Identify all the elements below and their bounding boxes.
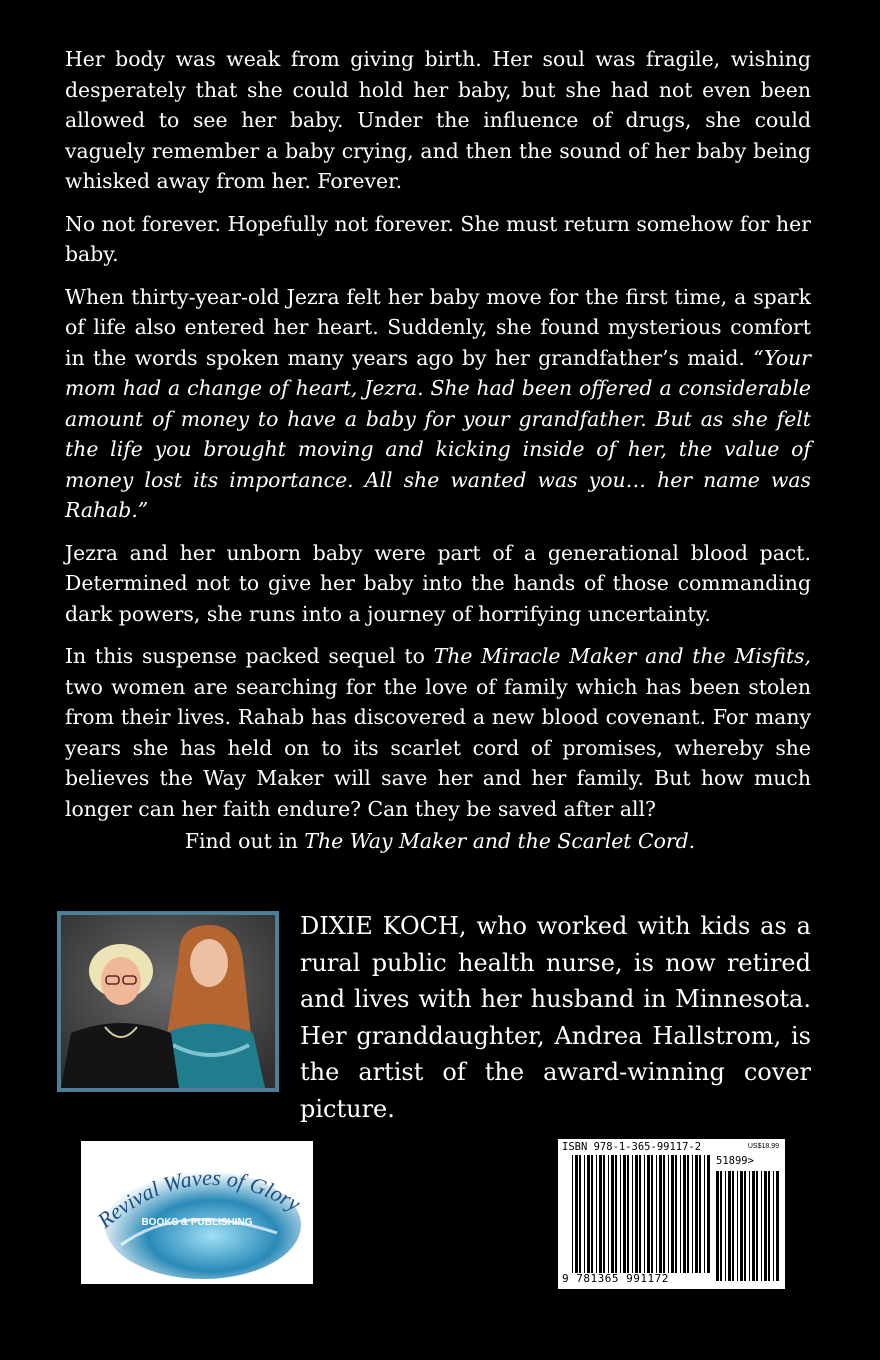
barcode-bar	[615, 1155, 617, 1273]
barcode-bar	[720, 1171, 722, 1281]
blurb-paragraph-5	[65, 641, 811, 824]
barcode-bar	[596, 1155, 597, 1273]
barcode-bar	[647, 1155, 650, 1273]
publisher-logo-graphic	[81, 1141, 313, 1284]
barcode-bar	[644, 1155, 645, 1273]
barcode-bar	[716, 1171, 719, 1281]
barcode-bar	[603, 1155, 605, 1273]
barcode-bar	[764, 1171, 767, 1281]
barcode-bar	[683, 1155, 686, 1273]
barcode-bar	[707, 1155, 710, 1273]
barcode-bar	[584, 1155, 585, 1273]
blurb-paragraph-4: Jezra and her unborn baby were part of a generational blood pact. Determined not to give her baby into the hands of those commanding dark powers, she runs into a journey of horrifying uncertainty.	[65, 540, 811, 626]
blurb-paragraph-1: Her body was weak from giving birth. Her soul was fragile, wishing desperately that she could hold her baby, but she had not even been allowed to see her baby. Under the influence of drugs, she could vaguely remember a baby crying, and then the sound of her baby being whisked away from her. Forever.	[65, 47, 811, 193]
publisher-name: Revival Waves of Glory	[92, 1164, 305, 1233]
maid-quote: “Your mom had a change of heart, Jezra. She had been offered a considerable amount of money to have a baby for your grandfather. But as she felt the life you brought moving and kicking inside of her, the value of money lost its importance. All she wanted was you… her name was Rahab.”	[65, 345, 811, 522]
find-out-line	[0, 826, 880, 856]
barcode-bar	[575, 1155, 578, 1273]
barcode-bar	[744, 1171, 746, 1281]
barcode-bar	[737, 1171, 738, 1281]
publisher-subtitle: BOOKS & PUBLISHING	[141, 1217, 253, 1228]
barcode-bar	[620, 1155, 621, 1273]
barcode-bar	[699, 1155, 701, 1273]
barcode-bar	[761, 1171, 762, 1281]
barcode-bar	[687, 1155, 689, 1273]
book-title: The Way Maker and the Scarlet Cord.	[304, 829, 696, 853]
barcode-bars	[558, 1139, 785, 1289]
barcode-bar	[692, 1155, 693, 1273]
prequel-title: The Miracle Maker and the Misfits,	[433, 644, 811, 668]
barcode-bar	[635, 1155, 638, 1273]
barcode-bar	[659, 1155, 662, 1273]
barcode-bar	[639, 1155, 641, 1273]
barcode-bar	[591, 1155, 593, 1273]
barcode-bar	[608, 1155, 609, 1273]
barcode-bar	[675, 1155, 677, 1273]
barcode-bar	[587, 1155, 590, 1273]
barcode-bar	[651, 1155, 653, 1273]
blurb-paragraph-5-body: two women are searching for the love of family which has been stolen from their lives. Rahab has discovered a new blood covenant. For many years she has held on to its scarlet cord of promises, whereby she believes the Way Maker will save her and her family. But how much longer can her faith endure? Can they be saved after all?	[65, 674, 811, 821]
isbn-label: ISBN 978-1-365-99117-2	[562, 1141, 702, 1153]
price-addon-code: 51899>	[716, 1155, 754, 1167]
author-photo	[57, 911, 279, 1092]
price-label: US$18.99	[747, 1143, 779, 1150]
barcode-bar	[656, 1155, 657, 1273]
barcode-bar	[632, 1155, 633, 1273]
barcode-bar	[671, 1155, 674, 1273]
find-out-prefix: Find out in	[184, 829, 305, 853]
isbn-digits: 9 781365 991172	[562, 1272, 669, 1285]
barcode-bar	[728, 1171, 731, 1281]
blurb-paragraph-3-text: When thirty-year-old Jezra felt her baby move for the first time, a spark of life also entered her heart. Suddenly, she found mysterious comfort in the words spoken many years ago by her grandfather’s maid.	[65, 284, 811, 370]
barcode-bar	[749, 1171, 750, 1281]
barcode-bar	[663, 1155, 665, 1273]
author-portrait-illustration	[61, 915, 275, 1088]
barcode-bar	[704, 1155, 705, 1273]
barcode-bar	[740, 1171, 743, 1281]
barcode-bar	[752, 1171, 755, 1281]
author-bio: DIXIE KOCH, who worked with kids as a rural public health nurse, is now retired and lives with her husband in Minnesota. Her granddaughter, Andrea Hallstrom, is the artist of the award-winning cover picture.	[300, 912, 811, 1123]
barcode-bar	[611, 1155, 614, 1273]
barcode-bar	[725, 1171, 726, 1281]
barcode-bar	[695, 1155, 698, 1273]
barcode-bar	[599, 1155, 602, 1273]
barcode-bar	[756, 1171, 758, 1281]
blurb-paragraph-5-intro: In this suspense packed sequel to	[65, 644, 434, 668]
barcode-bar	[680, 1155, 681, 1273]
barcode-bar	[579, 1155, 581, 1273]
publisher-logo	[81, 1141, 313, 1284]
barcode-bar	[572, 1155, 573, 1273]
barcode-bar	[768, 1171, 770, 1281]
barcode-bar	[773, 1171, 774, 1281]
back-cover-blurb	[65, 44, 811, 836]
isbn-barcode	[558, 1139, 785, 1289]
barcode-bar	[732, 1171, 734, 1281]
barcode-bar	[668, 1155, 669, 1273]
blurb-paragraph-3	[65, 282, 811, 526]
blurb-paragraph-2: No not forever. Hopefully not forever. She must return somehow for her baby.	[65, 211, 811, 266]
barcode-bar	[627, 1155, 629, 1273]
barcode-bar	[776, 1171, 779, 1281]
barcode-bar	[623, 1155, 626, 1273]
